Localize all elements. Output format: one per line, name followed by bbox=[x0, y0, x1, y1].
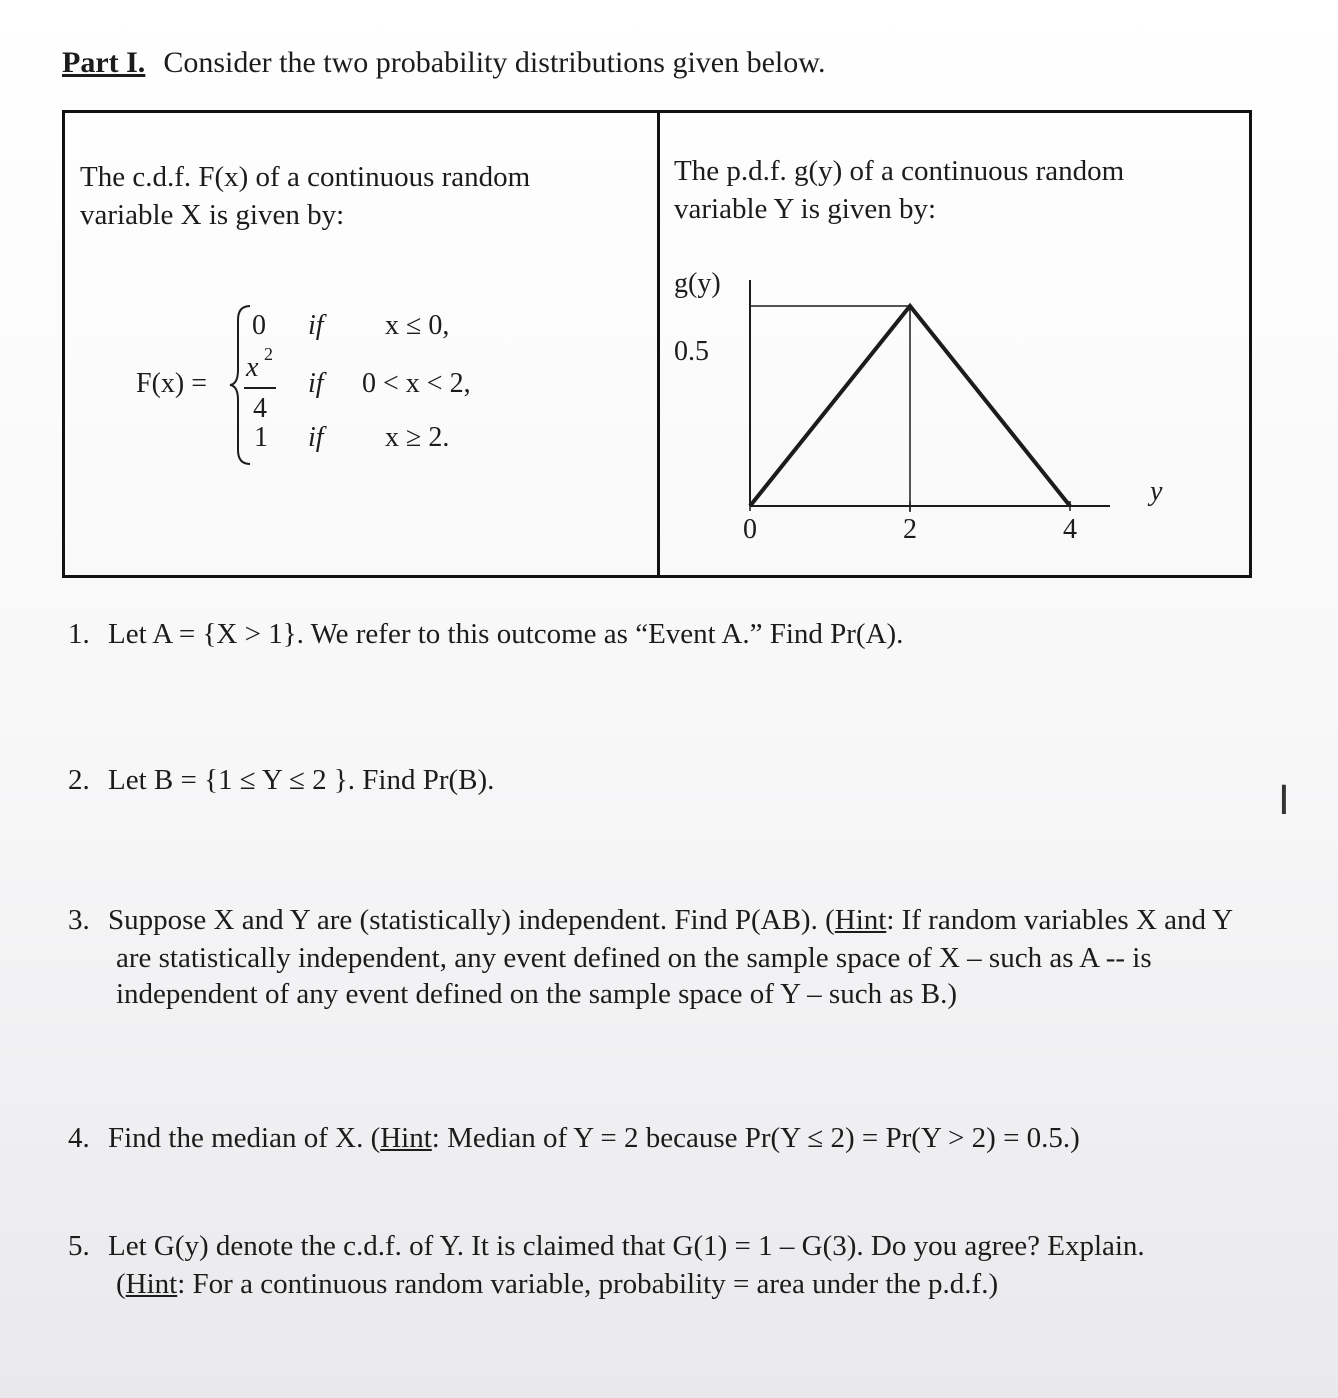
cdf-lhs: F(x) = bbox=[136, 368, 208, 399]
question-3-line3: independent of any event defined on the sample space of Y – such as B.) bbox=[116, 978, 957, 1010]
question-4-text-rest: : Median of Y = 2 because Pr(Y ≤ 2) = Pr(Y > 2) = 0.5.) bbox=[431, 1122, 1080, 1154]
pdf-intro bbox=[674, 152, 1124, 228]
question-4-text: Find the median of X. ( bbox=[108, 1122, 381, 1154]
question-3-text: Suppose X and Y are (statistically) independent. Find P(AB). ( bbox=[108, 904, 835, 936]
question-1-text: Let A = {X > 1}. We refer to this outcome as “Event A.” Find Pr(A). bbox=[108, 618, 904, 650]
cdf-case2-if: if bbox=[308, 368, 324, 399]
cdf-case3-value: 1 bbox=[254, 422, 268, 453]
part-header bbox=[62, 46, 825, 80]
question-3-line2: are statistically independent, any event defined on the sample space of X – such as A -- is bbox=[116, 942, 1152, 974]
pdf-intro-line2: variable Y is given by: bbox=[674, 193, 937, 225]
question-3-number: 3. bbox=[68, 904, 90, 936]
pdf-chart bbox=[660, 270, 1220, 550]
cdf-case3-condition: x ≥ 2. bbox=[385, 422, 450, 453]
pdf-peak-label: 0.5 bbox=[674, 336, 709, 367]
x-tick-label-2: 2 bbox=[903, 514, 917, 545]
question-3-hint: Hint bbox=[834, 904, 887, 936]
question-1 bbox=[68, 616, 903, 653]
x-tick-label-0: 0 bbox=[743, 514, 757, 545]
question-2-number: 2. bbox=[68, 764, 90, 796]
question-1-number: 1. bbox=[68, 618, 90, 650]
cdf-case2-condition: 0 < x < 2, bbox=[362, 368, 471, 399]
cdf-case1-if: if bbox=[308, 310, 324, 341]
text-cursor-icon: I bbox=[1278, 778, 1290, 824]
pdf-ylabel: g(y) bbox=[674, 268, 721, 299]
cdf-intro bbox=[80, 158, 530, 234]
cdf-case1-value: 0 bbox=[252, 310, 266, 341]
question-5-line2 bbox=[116, 1266, 998, 1303]
pdf-intro-line1: The p.d.f. g(y) of a continuous random bbox=[674, 155, 1125, 187]
part-title: Consider the two probability distributions given below. bbox=[163, 46, 826, 79]
question-2 bbox=[68, 762, 494, 799]
cdf-case2-exponent: 2 bbox=[264, 344, 273, 364]
question-4 bbox=[68, 1120, 1080, 1157]
cdf-case2-fraction-bar bbox=[244, 387, 276, 389]
question-5-line2-rest: : For a continuous random variable, probability = area under the p.d.f.) bbox=[177, 1268, 999, 1300]
cdf-case2-numerator: x bbox=[246, 352, 259, 383]
question-5-text: Let G(y) denote the c.d.f. of Y. It is claimed that G(1) = 1 – G(3). Do you agree? Explain. bbox=[108, 1230, 1145, 1262]
question-5-hint: Hint bbox=[125, 1268, 178, 1300]
part-label: Part I. bbox=[62, 46, 146, 79]
x-tick-label-4: 4 bbox=[1063, 514, 1077, 545]
cdf-case3-if: if bbox=[308, 422, 324, 453]
cdf-case1-condition: x ≤ 0, bbox=[385, 310, 450, 341]
cdf-case2-denominator: 4 bbox=[253, 393, 267, 424]
question-5-number: 5. bbox=[68, 1230, 90, 1262]
question-4-hint: Hint bbox=[380, 1122, 432, 1154]
pdf-xlabel: y bbox=[1150, 476, 1163, 507]
question-5-open-paren: ( bbox=[116, 1268, 126, 1300]
question-3-text-rest: : If random variables X and Y bbox=[886, 904, 1234, 936]
question-5 bbox=[68, 1228, 1145, 1265]
cdf-intro-line1: The c.d.f. F(x) of a continuous random bbox=[80, 161, 531, 193]
question-2-text: Let B = {1 ≤ Y ≤ 2 }. Find Pr(B). bbox=[108, 764, 495, 796]
cdf-intro-line2: variable X is given by: bbox=[80, 199, 345, 231]
question-4-number: 4. bbox=[68, 1122, 90, 1154]
question-3 bbox=[68, 902, 1233, 939]
